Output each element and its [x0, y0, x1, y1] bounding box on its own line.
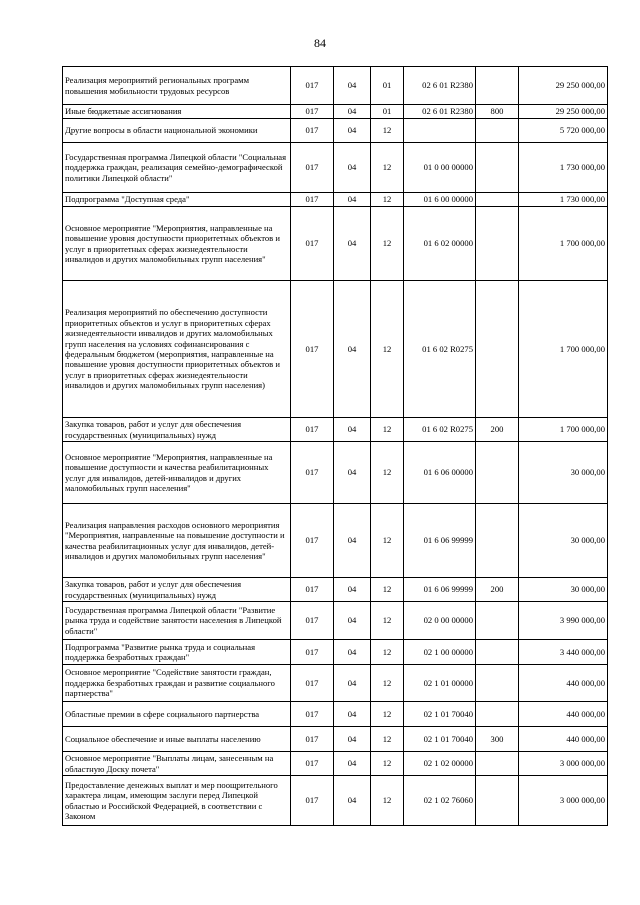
cell-name: Основное мероприятие "Выплаты лицам, занесенным на областную Доску почета": [63, 752, 291, 776]
cell-csr: 01 6 06 99999: [404, 504, 476, 578]
table-row: [63, 418, 608, 442]
cell-name: Подпрограмма "Развитие рынка труда и социальная поддержка безработных граждан": [63, 640, 291, 665]
cell-name: Реализация мероприятий региональных программ повышения мобильности трудовых ресурсов: [63, 67, 291, 105]
cell-pr: 12: [371, 640, 404, 665]
cell-rz: 04: [334, 105, 371, 119]
cell-amount: 5 720 000,00: [519, 119, 608, 143]
cell-vr: [476, 640, 519, 665]
cell-pr: 12: [371, 193, 404, 207]
table-row: [63, 727, 608, 752]
cell-amount: 30 000,00: [519, 578, 608, 602]
cell-csr: 02 6 01 R2380: [404, 67, 476, 105]
cell-vr: [476, 119, 519, 143]
cell-grbs: 017: [291, 578, 334, 602]
cell-csr: 02 1 00 00000: [404, 640, 476, 665]
cell-csr: 02 6 01 R2380: [404, 105, 476, 119]
table-row: [63, 752, 608, 776]
cell-rz: 04: [334, 418, 371, 442]
table-row: [63, 119, 608, 143]
cell-grbs: 017: [291, 193, 334, 207]
cell-name: Другие вопросы в области национальной экономики: [63, 119, 291, 143]
cell-pr: 12: [371, 207, 404, 281]
cell-rz: 04: [334, 193, 371, 207]
cell-pr: 12: [371, 143, 404, 193]
cell-vr: [476, 702, 519, 727]
budget-table: [62, 66, 608, 826]
cell-vr: 300: [476, 727, 519, 752]
cell-vr: [476, 207, 519, 281]
cell-amount: 1 700 000,00: [519, 418, 608, 442]
cell-grbs: 017: [291, 442, 334, 504]
cell-amount: 1 730 000,00: [519, 143, 608, 193]
cell-vr: [476, 442, 519, 504]
cell-grbs: 017: [291, 143, 334, 193]
cell-pr: 12: [371, 602, 404, 640]
cell-vr: [476, 504, 519, 578]
cell-name: Государственная программа Липецкой области "Социальная поддержка граждан, реализация семейно-демографической политики Липецкой области": [63, 143, 291, 193]
cell-csr: 01 6 02 R0275: [404, 281, 476, 418]
cell-amount: 3 000 000,00: [519, 776, 608, 826]
cell-amount: 30 000,00: [519, 442, 608, 504]
cell-name: Социальное обеспечение и иные выплаты населению: [63, 727, 291, 752]
cell-vr: [476, 281, 519, 418]
cell-grbs: 017: [291, 207, 334, 281]
table-row: [63, 602, 608, 640]
cell-rz: 04: [334, 665, 371, 702]
cell-rz: 04: [334, 602, 371, 640]
cell-rz: 04: [334, 207, 371, 281]
table-row: [63, 442, 608, 504]
cell-vr: [476, 752, 519, 776]
cell-rz: 04: [334, 578, 371, 602]
cell-amount: 1 730 000,00: [519, 193, 608, 207]
table-row: [63, 207, 608, 281]
cell-csr: 01 6 00 00000: [404, 193, 476, 207]
cell-amount: 1 700 000,00: [519, 207, 608, 281]
cell-pr: 12: [371, 752, 404, 776]
cell-csr: [404, 119, 476, 143]
cell-csr: 01 6 02 R0275: [404, 418, 476, 442]
page-number: 84: [314, 36, 326, 50]
cell-amount: 29 250 000,00: [519, 105, 608, 119]
cell-vr: [476, 193, 519, 207]
table-row: [63, 143, 608, 193]
cell-name: Основное мероприятие "Мероприятия, направленные на повышение уровня доступности приоритетных объектов и услуг в приоритетных сферах жизнедеятельности инвалидов и других маломобильных групп населения": [63, 207, 291, 281]
cell-pr: 12: [371, 776, 404, 826]
cell-rz: 04: [334, 727, 371, 752]
cell-name: Закупка товаров, работ и услуг для обеспечения государственных (муниципальных) нужд: [63, 578, 291, 602]
cell-amount: 3 440 000,00: [519, 640, 608, 665]
cell-grbs: 017: [291, 281, 334, 418]
cell-grbs: 017: [291, 602, 334, 640]
cell-pr: 12: [371, 702, 404, 727]
cell-rz: 04: [334, 776, 371, 826]
table-row: [63, 702, 608, 727]
cell-pr: 12: [371, 665, 404, 702]
table-row: [63, 504, 608, 578]
table-row: [63, 105, 608, 119]
cell-name: Основное мероприятие "Содействие занятости граждан, поддержка безработных граждан и развитие социального партнерства": [63, 665, 291, 702]
cell-rz: 04: [334, 504, 371, 578]
cell-vr: [476, 776, 519, 826]
cell-amount: 440 000,00: [519, 702, 608, 727]
cell-pr: 12: [371, 418, 404, 442]
cell-rz: 04: [334, 640, 371, 665]
cell-amount: 30 000,00: [519, 504, 608, 578]
cell-amount: 1 700 000,00: [519, 281, 608, 418]
cell-amount: 440 000,00: [519, 727, 608, 752]
cell-csr: 01 0 00 00000: [404, 143, 476, 193]
cell-vr: [476, 602, 519, 640]
cell-pr: 12: [371, 727, 404, 752]
cell-name: Реализация направления расходов основного мероприятия "Мероприятия, направленные на повышение доступности и качества реабилитационных услуг для инвалидов, детей-инвалидов и других маломобильных групп населения": [63, 504, 291, 578]
cell-pr: 01: [371, 67, 404, 105]
cell-grbs: 017: [291, 504, 334, 578]
cell-rz: 04: [334, 281, 371, 418]
cell-vr: 200: [476, 418, 519, 442]
cell-vr: 200: [476, 578, 519, 602]
table-row: [63, 578, 608, 602]
cell-csr: 01 6 02 00000: [404, 207, 476, 281]
cell-csr: 02 1 01 00000: [404, 665, 476, 702]
cell-vr: 800: [476, 105, 519, 119]
cell-pr: 12: [371, 119, 404, 143]
table-body: [63, 67, 608, 826]
cell-rz: 04: [334, 143, 371, 193]
cell-csr: 02 1 01 70040: [404, 702, 476, 727]
cell-pr: 01: [371, 105, 404, 119]
table-row: [63, 665, 608, 702]
cell-grbs: 017: [291, 640, 334, 665]
cell-csr: 01 6 06 00000: [404, 442, 476, 504]
cell-csr: 02 0 00 00000: [404, 602, 476, 640]
cell-csr: 01 6 06 99999: [404, 578, 476, 602]
cell-rz: 04: [334, 442, 371, 504]
cell-grbs: 017: [291, 105, 334, 119]
cell-name: Основное мероприятие "Мероприятия, направленные на повышение доступности и качества реабилитационных услуг для инвалидов, детей-инвалидов и других маломобильных групп населения": [63, 442, 291, 504]
cell-rz: 04: [334, 67, 371, 105]
cell-grbs: 017: [291, 418, 334, 442]
cell-grbs: 017: [291, 67, 334, 105]
cell-csr: 02 1 02 00000: [404, 752, 476, 776]
cell-vr: [476, 67, 519, 105]
cell-csr: 02 1 02 76060: [404, 776, 476, 826]
cell-rz: 04: [334, 119, 371, 143]
table-row: [63, 193, 608, 207]
table-row: [63, 776, 608, 826]
cell-grbs: 017: [291, 119, 334, 143]
cell-grbs: 017: [291, 776, 334, 826]
table-row: [63, 640, 608, 665]
cell-rz: 04: [334, 752, 371, 776]
cell-name: Государственная программа Липецкой области "Развитие рынка труда и содействие занятости населения в Липецкой области": [63, 602, 291, 640]
cell-rz: 04: [334, 702, 371, 727]
cell-pr: 12: [371, 504, 404, 578]
cell-name: Закупка товаров, работ и услуг для обеспечения государственных (муниципальных) нужд: [63, 418, 291, 442]
cell-amount: 440 000,00: [519, 665, 608, 702]
table-row: [63, 281, 608, 418]
cell-grbs: 017: [291, 752, 334, 776]
table-row: [63, 67, 608, 105]
cell-name: Реализация мероприятий по обеспечению доступности приоритетных объектов и услуг в приоритетных сферах жизнедеятельности инвалидов и других маломобильных групп населения на условиях софинансирования с федеральным бюджетом (мероприятия, направленные на повышение уровня доступности приоритетных объектов и услуг в приоритетных сферах жизнедеятельности инвалидов и других маломобильных групп населения): [63, 281, 291, 418]
cell-pr: 12: [371, 281, 404, 418]
cell-name: Предоставление денежных выплат и мер поощрительного характера лицам, имеющим заслуги перед Липецкой областью и Российской Федерацией, в соответствии с Законом: [63, 776, 291, 826]
cell-pr: 12: [371, 442, 404, 504]
cell-grbs: 017: [291, 665, 334, 702]
cell-name: Подпрограмма "Доступная среда": [63, 193, 291, 207]
cell-name: Областные премии в сфере социального партнерства: [63, 702, 291, 727]
cell-csr: 02 1 01 70040: [404, 727, 476, 752]
cell-amount: 3 000 000,00: [519, 752, 608, 776]
cell-vr: [476, 665, 519, 702]
cell-vr: [476, 143, 519, 193]
cell-grbs: 017: [291, 702, 334, 727]
cell-pr: 12: [371, 578, 404, 602]
cell-name: Иные бюджетные ассигнования: [63, 105, 291, 119]
cell-grbs: 017: [291, 727, 334, 752]
cell-amount: 29 250 000,00: [519, 67, 608, 105]
cell-amount: 3 990 000,00: [519, 602, 608, 640]
